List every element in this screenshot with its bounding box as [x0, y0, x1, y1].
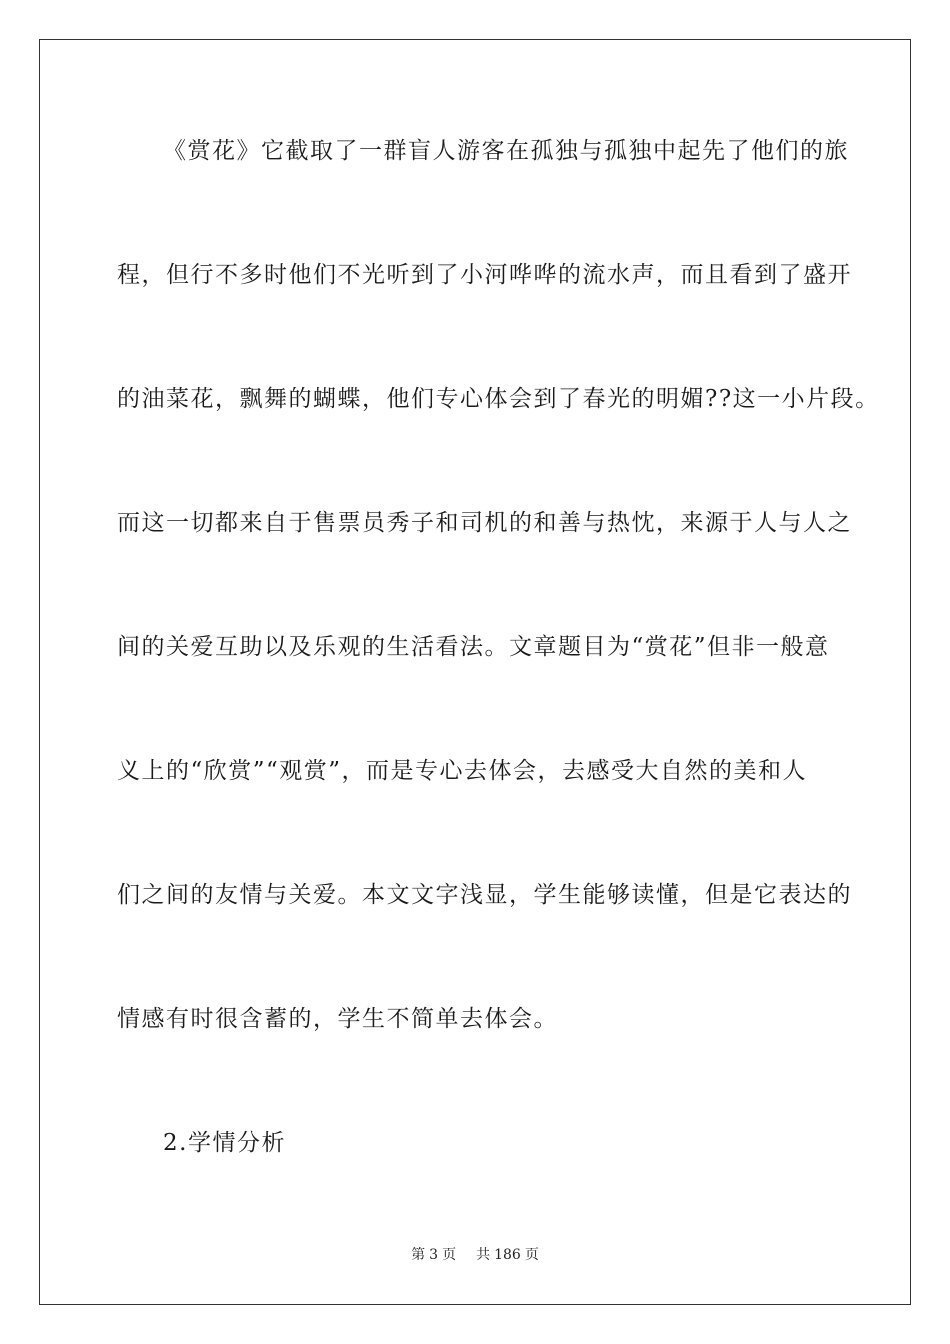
paragraph-line-5: 间的关爱互助以及乐观的生活看法。文章题目为“赏花”但非一般意: [117, 634, 830, 660]
footer-total-label: 共: [476, 1247, 491, 1263]
paragraph-line-4: 而这一切都来自于售票员秀子和司机的和善与热忱，来源于人与人之: [117, 510, 852, 536]
page-footer: [0, 1246, 950, 1264]
paragraph-line-3: 的油菜花，飘舞的蝴蝶，他们专心体会到了春光的明媚??这一小片段。: [117, 386, 880, 412]
footer-page-suffix: 页: [442, 1247, 457, 1263]
paragraph-line-2: 程，但行不多时他们不光听到了小河哗哗的流水声，而且看到了盛开: [117, 262, 852, 288]
footer-total-suffix: 页: [524, 1247, 539, 1263]
paragraph-line-6: 义上的“欣赏”“观赏”，而是专心去体会，去感受大自然的美和人: [117, 758, 808, 784]
footer-total-pages: 186: [494, 1247, 521, 1263]
paragraph-line-1: 《赏花》它截取了一群盲人游客在孤独与孤独中起先了他们的旅: [163, 138, 849, 164]
page-border: [39, 39, 911, 1305]
footer-page-number: 3: [429, 1247, 439, 1263]
section-heading: 2.学情分析: [163, 1130, 286, 1156]
paragraph-line-8: 情感有时很含蓄的，学生不简单去体会。: [117, 1006, 558, 1032]
footer-page-label: 第: [411, 1247, 426, 1263]
paragraph-line-7: 们之间的友情与关爱。本文文字浅显，学生能够读懂，但是它表达的: [117, 882, 852, 908]
